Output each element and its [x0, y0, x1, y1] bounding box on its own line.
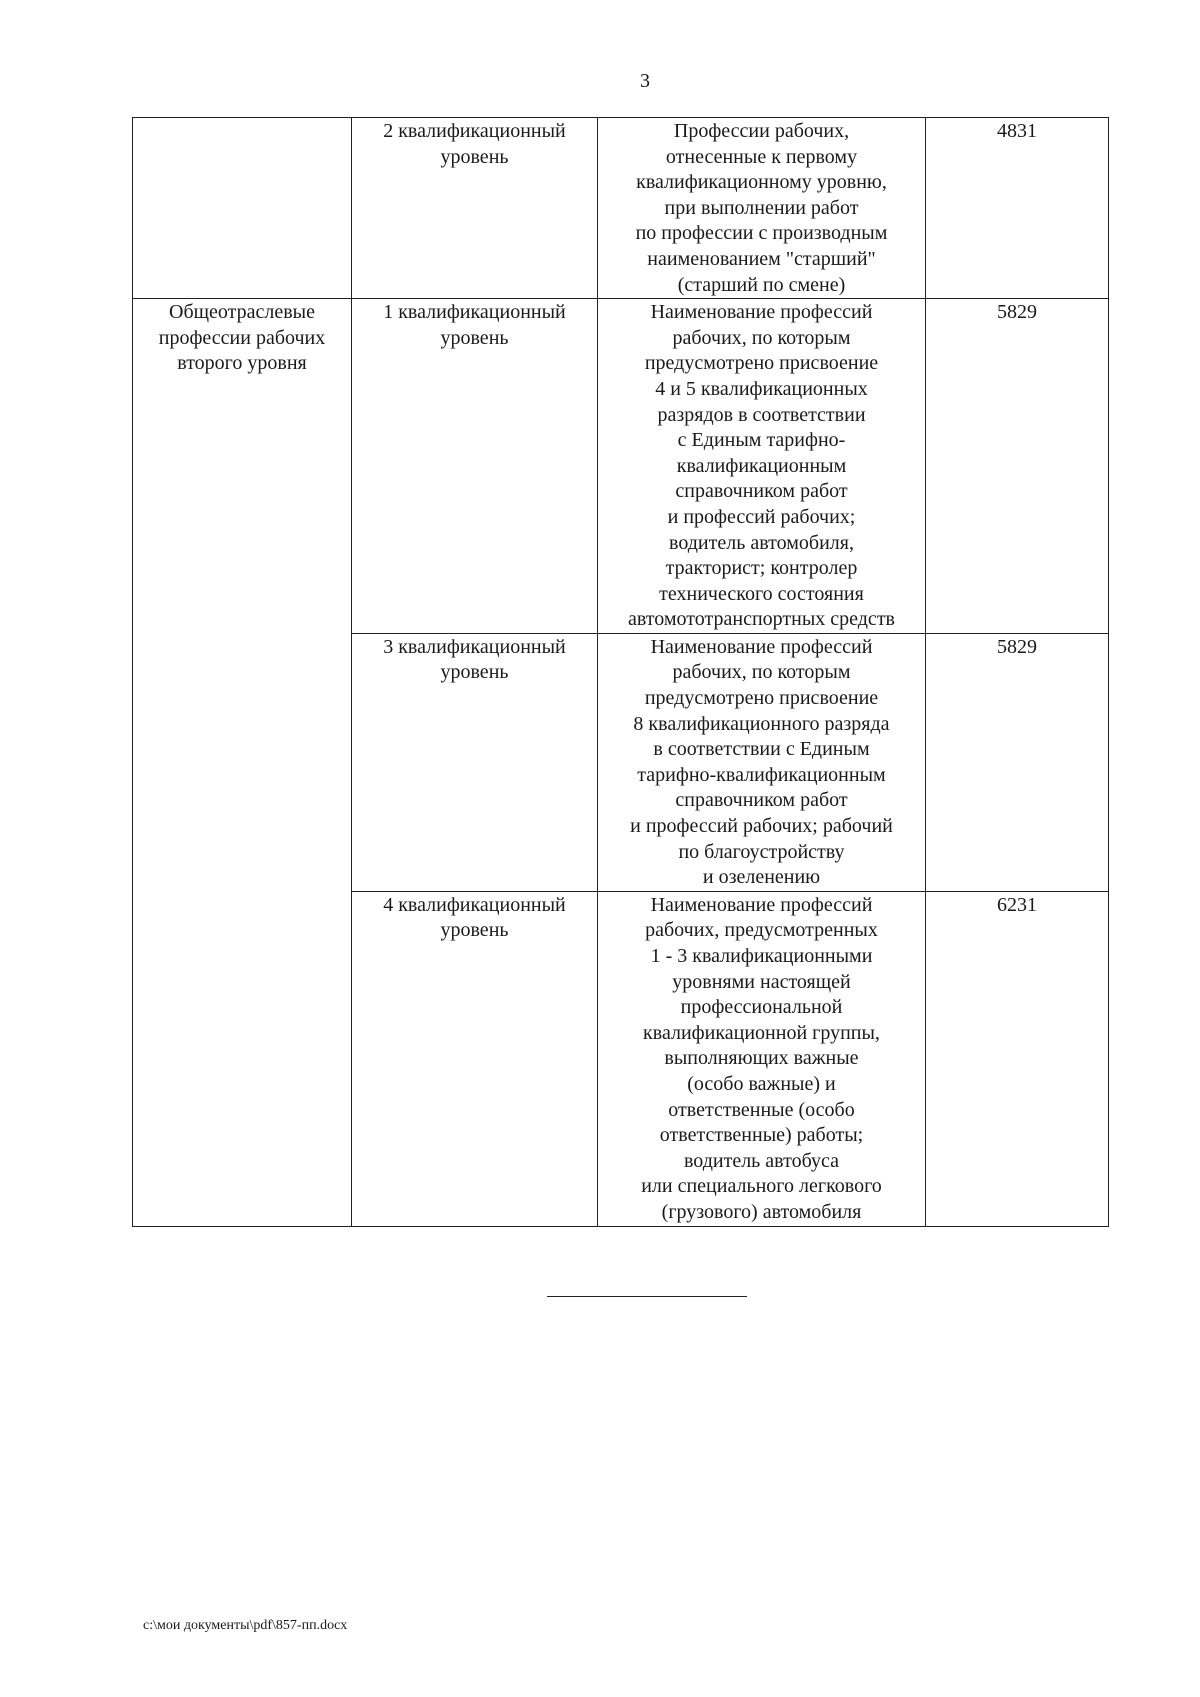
level-cell: 3 квалификационный уровень: [352, 633, 598, 891]
description-cell: Наименование профессий рабочих, по которым предусмотрено присвоение 4 и 5 квалификационных разрядов в соответствии с Единым тарифно- квалификационным справочником работ и профессий рабочих; водитель автомобиля, тракторист; контролер технического состояния автомототранспортных средств: [598, 299, 926, 634]
value-cell: 5829: [926, 299, 1109, 634]
page-number: 3: [640, 70, 650, 92]
value-cell: 5829: [926, 633, 1109, 891]
end-divider: [547, 1296, 747, 1297]
level-cell: 4 квалификационный уровень: [352, 891, 598, 1226]
table-row: [133, 299, 1109, 634]
value-cell: 6231: [926, 891, 1109, 1226]
table-row: [133, 118, 1109, 299]
description-cell: Наименование профессий рабочих, по которым предусмотрено присвоение 8 квалификационного разряда в соответствии с Единым тарифно-квалификационным справочником работ и профессий рабочих; рабочий по благоустройству и озеленению: [598, 633, 926, 891]
description-cell: Наименование профессий рабочих, предусмотренных 1 - 3 квалификационными уровнями настоящей профессиональной квалификационной группы, выполняющих важные (особо важные) и ответственные (особо ответственные) работы; водитель автобуса или специального легкового (грузового) автомобиля: [598, 891, 926, 1226]
level-cell: 1 квалификационный уровень: [352, 299, 598, 634]
footer-file-path: c:\мои документы\pdf\857-пп.docx: [143, 1618, 348, 1633]
group-cell: [133, 118, 352, 299]
qualification-table: [132, 117, 1109, 1227]
value-cell: 4831: [926, 118, 1109, 299]
description-cell: Профессии рабочих, отнесенные к первому квалификационному уровню, при выполнении работ по профессии с производным наименованием "старший" (старший по смене): [598, 118, 926, 299]
level-cell: 2 квалификационный уровень: [352, 118, 598, 299]
group-cell: Общеотраслевые профессии рабочих второго уровня: [133, 299, 352, 1226]
